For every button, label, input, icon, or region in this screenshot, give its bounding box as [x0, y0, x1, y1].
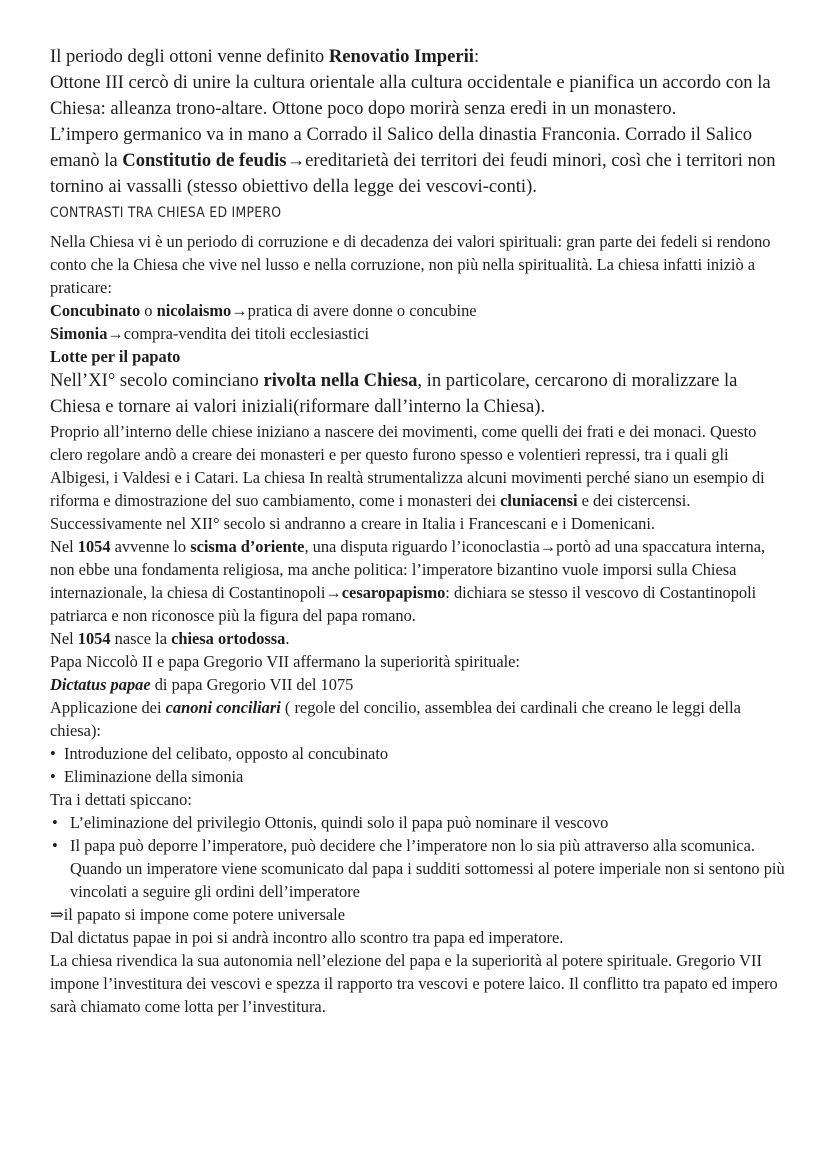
nicolaismo-term: nicolaismo — [156, 301, 232, 320]
xi-suffix-text: , in particolare, cercarono di moralizzare la Chiesa e tornare ai valori iniziali(riformare dall’interno la Chiesa). — [50, 370, 738, 417]
list-item: • Introduzione del celibato, opposto al concubinato — [50, 742, 788, 765]
movimenti-suffix: e dei cistercensi. — [577, 491, 691, 510]
ottone-paragraph: Ottone III cercò di unire la cultura orientale alla cultura occidentale e pianifica un accordo con la Chiesa: alleanza trono-altare. Ottone poco dopo morirà senza eredi in un monastero. — [50, 72, 771, 119]
lotte-heading — [50, 345, 788, 368]
chiesa-ortodossa-term: chiesa ortodossa — [171, 629, 286, 648]
conclusione-paragraph: La chiesa rivendica la sua autonomia nell’elezione del papa e la superiorità al potere spirituale. Gregorio VII impone l’investitura dei vescovi e spezza il rapporto tra vescovi e potere laico. Il conflitto tra papato ed impero sarà chiamato come lotta per l’investitura. — [50, 951, 778, 1016]
dettati-list — [50, 811, 788, 903]
constitutio-term: Constitutio de feudis — [122, 150, 287, 171]
xi-text: Nell’XI° secolo cominciano — [50, 370, 264, 391]
canoni-suffix: ( regole del concilio, assemblea dei cardinali che creano le leggi della chiesa): — [50, 698, 741, 740]
movimenti-paragraph — [50, 420, 788, 512]
intro-text: Il periodo degli ottoni venne definito — [50, 46, 329, 67]
simonia-line — [50, 322, 788, 345]
constitutio-definition: →ereditarietà dei territori dei feudi minori, così che i territori non tornino ai vassalli (stesso obiettivo della legge dei vescovi-conti). — [50, 150, 776, 197]
canoni-paragraph — [50, 696, 788, 742]
corruzione-paragraph: Nella Chiesa vi è un periodo di corruzione e di decadenza dei valori spirituali: gran parte dei fedeli si rendono conto che la Chiesa che vive nel lusso e nella corruzione, non più nella spiritualità. La chiesa infatti iniziò a praticare: — [50, 232, 771, 297]
canoni-text: Applicazione dei — [50, 698, 166, 717]
xi-secolo-paragraph — [50, 368, 788, 420]
papi-line: Papa Niccolò II e papa Gregorio VII affermano la superiorità spirituale: — [50, 652, 520, 671]
corrado-paragraph — [50, 122, 788, 200]
movimenti-text: Proprio all’interno delle chiese iniziano a nascere dei movimenti, come quelli dei frati e dei monaci. Questo clero regolare andò a creare dei monasteri e per questo furono spesso e volentieri repressi, tra i quali gli Albigesi, i Valdesi e i Catari. La chiesa In realtà strumentalizza alcuni movimenti perché siano un esempio di riforma e dimostrazione del suo cambiamento, come i monasteri dei — [50, 422, 765, 510]
section-heading: CONTRASTI TRA CHIESA ED IMPERO — [50, 205, 282, 221]
concubinato-or: o — [140, 301, 157, 320]
canoni-list — [50, 742, 788, 788]
scontro-line: Dal dictatus papae in poi si andrà incontro allo scontro tra papa ed imperatore. — [50, 928, 564, 947]
renovatio-intro — [50, 44, 788, 70]
ortodossa-year: 1054 — [77, 629, 111, 648]
dictatus-papae-term: Dictatus papae — [50, 675, 151, 694]
rivolta-term: rivolta nella Chiesa — [263, 370, 418, 391]
concubinato-definition: →pratica di avere donne o concubine — [231, 301, 477, 320]
ortodossa-text-1: Nel — [50, 629, 78, 648]
papato-universale-line: ⇒il papato si impone come potere universale — [50, 905, 346, 924]
scisma-term: scisma d’oriente — [190, 537, 305, 556]
canoni-conciliari-term: canoni conciliari — [165, 698, 281, 717]
scisma-year: 1054 — [77, 537, 111, 556]
scisma-text-3: , una disputa riguardo l’iconoclastia→portò ad una spaccatura interna, non ebbe una fondamenta religiosa, ma anche politica: l’imperatore bizantino vuole imporsi sulla Chiesa internazionale, la chiesa di Costantinopoli→ — [50, 537, 766, 602]
ortodossa-period: . — [285, 629, 290, 648]
cluniacensi-term: cluniacensi — [500, 491, 578, 510]
intro-colon: : — [473, 46, 480, 67]
corrado-text: L’impero germanico va in mano a Corrado il Salico della dinastia Franconia. Corrado il Salico emanò la — [50, 124, 753, 171]
list-item: • L’eliminazione del privilegio Ottonis, quindi solo il papa può nominare il vescovo — [50, 811, 788, 834]
renovatio-imperii-term: Renovatio Imperii — [328, 46, 474, 67]
list-item: • Il papa può deporre l’imperatore, può decidere che l’imperatore non lo sia più attraverso alla scomunica. Quando un imperatore viene scomunicato dal papa i sudditi sottomessi al potere imperiale non si sentono più vincolati a seguire gli ordini dell’imperatore — [50, 834, 788, 903]
ortodossa-text-2: nasce la — [110, 629, 172, 648]
concubinato-line — [50, 299, 788, 322]
scisma-text-4: : dichiara se stesso il vescovo di Costantinopoli patriarca e non riconosce più la figura del papa romano. — [50, 583, 757, 625]
dettati-intro: Tra i dettati spiccano: — [50, 790, 192, 809]
lotte-heading-text: Lotte per il papato — [50, 347, 181, 366]
simonia-definition: →compra-vendita dei titoli ecclesiastici — [107, 324, 370, 343]
simonia-term: Simonia — [50, 324, 108, 343]
dictatus-line — [50, 673, 788, 696]
scisma-paragraph — [50, 535, 788, 627]
cesaropapismo-term: cesaropapismo — [341, 583, 446, 602]
list-item: • Eliminazione della simonia — [50, 765, 788, 788]
ortodossa-line — [50, 627, 788, 650]
scisma-text-2: avvenne lo — [110, 537, 191, 556]
scisma-text-1: Nel — [50, 537, 78, 556]
xii-secolo-line: Successivamente nel XII° secolo si andranno a creare in Italia i Francescani e i Domenicani. — [50, 514, 656, 533]
dictatus-suffix: di papa Gregorio VII del 1075 — [150, 675, 354, 694]
concubinato-term: Concubinato — [50, 301, 141, 320]
